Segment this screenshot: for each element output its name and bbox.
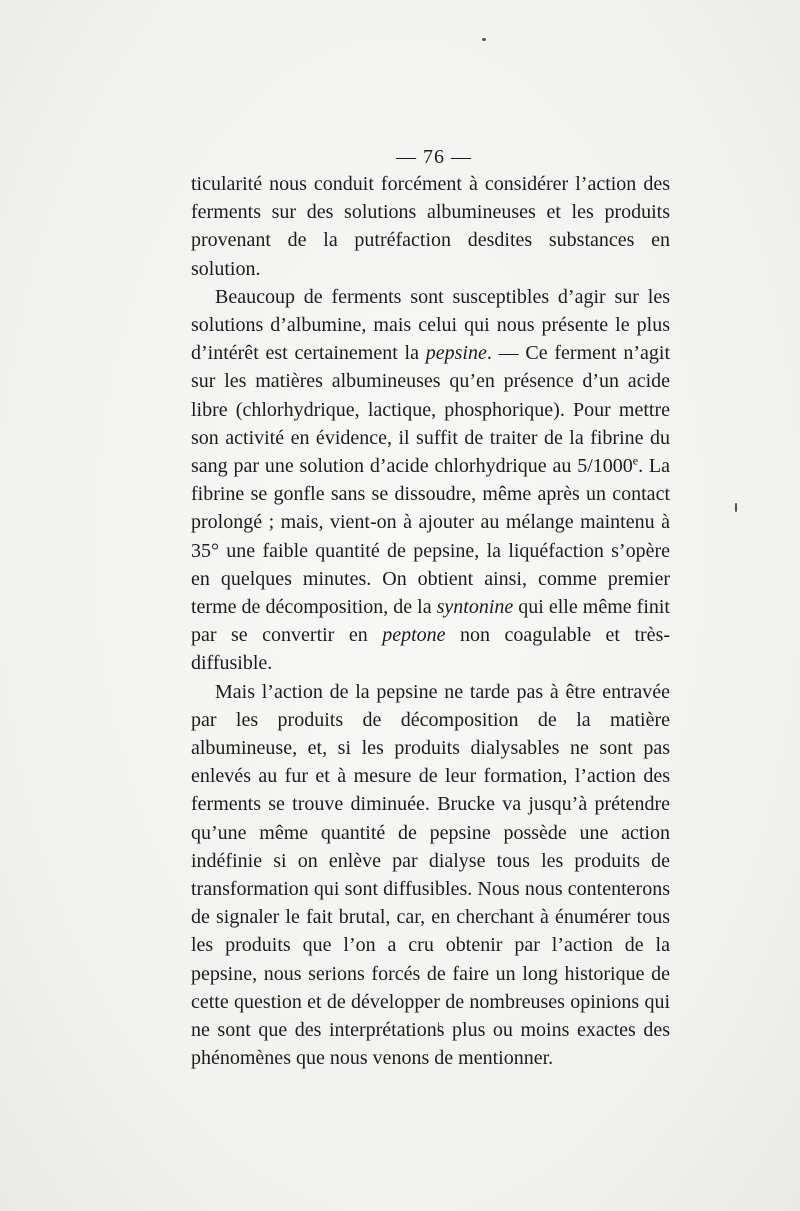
paragraph-3: Mais l’action de la pepsine ne tarde pas à être entravée par les produits de décomposition de la matière albumineuse, et, si les produits dialysables ne sont pas enlevés au fur et à mesure de leur formation, l’action des ferments se trouve diminuée. Brucke va jusqu’à prétendre qu’une même quantité de pepsine possède une action indéfinie si on enlève par dialyse tous les produits de transformation qui sont diffusibles. Nous nous contenterons de signaler le fait brutal, car, en cherchant à énumérer tous les produits que l’on a cru obtenir par l’action de la pepsine, nous serions forcés de faire un long historique de cette question et de développer de nombreuses opinions qui ne sont que des interprétations plus ou moins exactes des phénomènes que nous venons de mentionner. [191, 680, 670, 1070]
paragraph-1: ticularité nous conduit forcément à considérer l’action des ferments sur des solutions albumineuses et les produits provenant de la putréfaction desdites substances en solution. [191, 173, 670, 280]
paragraph-2: Beaucoup de ferments sont susceptibles d’agir sur les solutions d’albumine, mais celui qui nous présente le plus d’intérêt est certainement la pepsine. — Ce ferment n’agit sur les matières albumineuses qu’en présence d’un acide libre (chlorhydrique, lactique, phosphorique). Pour mettre son activité en évidence, il suffit de traiter de la fibrine du sang par une solution d’acide chlorhydrique au 5/1000e. La fibrine se gonfle sans se dissoudre, même après un contact prolongé ; mais, vient-on à ajouter au mélange maintenu à 35° une faible quantité de pepsine, la liquéfaction s’opère en quelques minutes. On obtient ainsi, comme premier terme de décomposition, de la syntonine qui elle même finit par se convertir en peptone non coagulable et très-diffusible. [191, 285, 671, 675]
ink-speck [482, 38, 486, 41]
superscript-e: e [632, 453, 639, 468]
term-pepsine: pepsine [425, 342, 487, 365]
body-text [191, 170, 670, 1073]
term-peptone: peptone [382, 624, 446, 647]
ink-speck [735, 503, 737, 512]
term-syntonine: syntonine [436, 596, 514, 619]
page-number: — 76 — [396, 146, 472, 168]
